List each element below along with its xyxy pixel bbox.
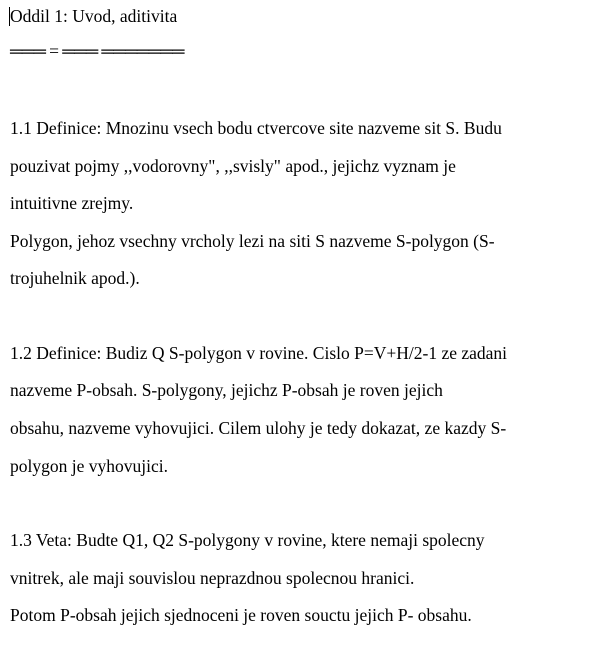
theorem-1-3-line-2: vnitrek, ale maji souvislou neprazdnou spolecnou hranici. [10,568,415,588]
polygon-definition-line-1: Polygon, jehoz vsechny vrcholy lezi na siti S nazveme S-polygon (S- [10,231,495,251]
definition-1-1-line-1: 1.1 Definice: Mnozinu vsech bodu ctvercove site nazveme sit S. Budu [10,118,502,138]
definition-1-2-line-4: polygon je vyhovujici. [10,456,168,476]
definition-1-1-line-2: pouzivat pojmy ,,vodorovny", ,,svisly" apod., jejichz vyznam je [10,156,456,176]
heading-underline: ═══ = ═══ ═══════ [10,41,184,61]
polygon-definition-line-2: trojuhelnik apod.). [10,268,140,288]
definition-1-2-line-1: 1.2 Definice: Budiz Q S-polygon v rovine. Cislo P=V+H/2-1 ze zadani [10,343,508,363]
section-heading: Oddil 1: Uvod, aditivita [10,6,178,26]
definition-1-2-line-2: nazveme P-obsah. S-polygony, jejichz P-obsah je roven jejich [10,380,443,400]
theorem-1-3-line-1: 1.3 Veta: Budte Q1, Q2 S-polygony v rovine, ktere nemaji spolecny [10,530,485,550]
definition-1-1-line-3: intuitivne zrejmy. [10,193,134,213]
theorem-1-3-line-3: Potom P-obsah jejich sjednoceni je roven souctu jejich P- obsahu. [10,605,472,625]
definition-1-2-line-3: obsahu, nazveme vyhovujici. Cilem ulohy je tedy dokazat, ze kazdy S- [10,418,507,438]
